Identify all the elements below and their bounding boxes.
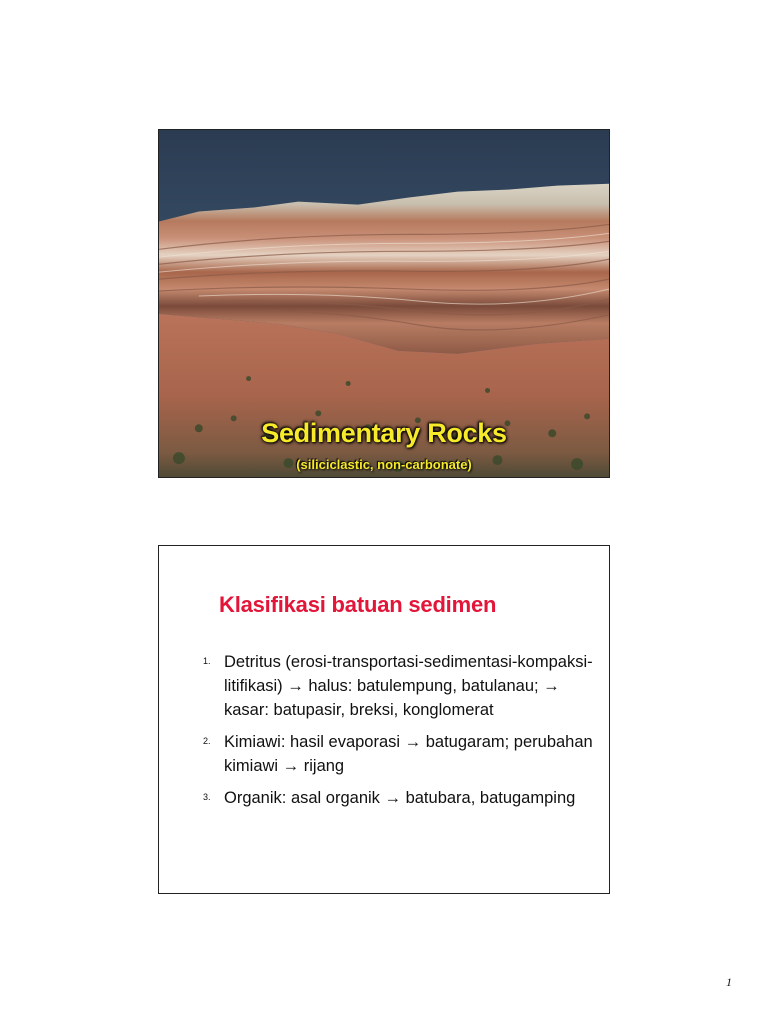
- list-item: [203, 650, 593, 722]
- slide-1: [158, 129, 610, 478]
- list-item-text: Detritus (erosi-transportasi-sedimentasi-kompaksi-litifikasi) → halus: batulempung, batulanau; → kasar: batupasir, breksi, konglomerat: [224, 653, 593, 719]
- list-item-text: Kimiawi: hasil evaporasi → batugaram; perubahan kimiawi → rijang: [224, 733, 593, 775]
- page-number: 1: [726, 975, 732, 989]
- slide-1-subtitle: (siliciclastic, non-carbonate): [296, 457, 472, 472]
- slide-2-title: Klasifikasi batuan sedimen: [219, 592, 497, 617]
- slide-1-title: Sedimentary Rocks: [261, 418, 507, 448]
- list-item-text: Organik: asal organik → batubara, batugamping: [224, 789, 576, 807]
- list-item: [203, 786, 593, 810]
- list-item-number: 2.: [203, 736, 211, 746]
- classification-list: [203, 650, 593, 818]
- slide-2: [158, 545, 610, 894]
- list-item-number: 3.: [203, 792, 211, 802]
- list-item: [203, 730, 593, 778]
- list-item-number: 1.: [203, 656, 211, 666]
